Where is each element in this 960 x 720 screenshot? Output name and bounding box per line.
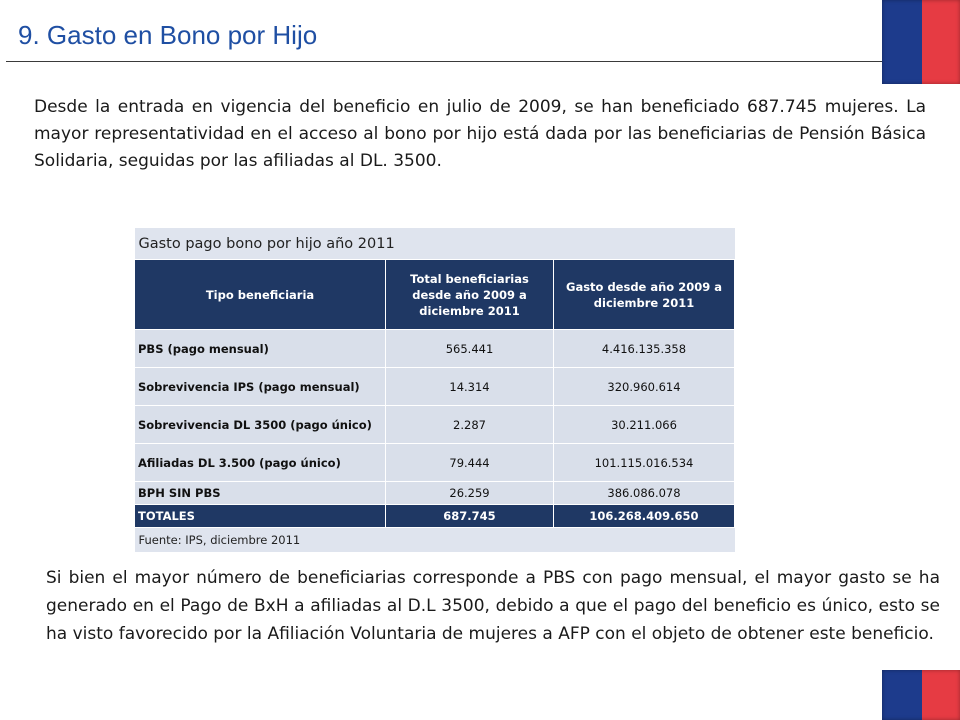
title-divider (6, 61, 892, 62)
cell-tipo: Sobrevivencia IPS (pago mensual) (135, 368, 386, 406)
column-header-tipo: Tipo beneficiaria (135, 260, 386, 330)
benefit-table-container (134, 228, 734, 552)
cell-total-sum: 687.745 (386, 505, 554, 528)
cell-gasto: 101.115.016.534 (554, 444, 735, 482)
benefit-table (134, 228, 735, 552)
table-source: Fuente: IPS, diciembre 2011 (135, 528, 735, 553)
table-row (135, 406, 735, 444)
table-header-row (135, 260, 735, 330)
table-source-row (135, 528, 735, 553)
cell-tipo: Sobrevivencia DL 3500 (pago único) (135, 406, 386, 444)
intro-paragraph: Desde la entrada en vigencia del beneficio en julio de 2009, se han beneficiado 687.745 mujeres. La mayor representatividad en el acceso al bono por hijo está dada por las beneficiarias de Pensión Básica Solidaria, seguidas por las afiliadas al DL. 3500. (34, 97, 926, 171)
cell-gasto: 30.211.066 (554, 406, 735, 444)
cell-total: 2.287 (386, 406, 554, 444)
cell-tipo-total: TOTALES (135, 505, 386, 528)
cell-tipo: PBS (pago mensual) (135, 330, 386, 368)
flag-logo-top (882, 0, 960, 84)
column-header-gasto: Gasto desde año 2009 a diciembre 2011 (554, 260, 735, 330)
conclusion-paragraph: Si bien el mayor número de beneficiarias corresponde a PBS con pago mensual, el mayor gasto se ha generado en el Pago de BxH a afiliadas al D.L 3500, debido a que el pago del beneficio es único, esto se ha visto favorecido por la Afiliación Voluntaria de mujeres a AFP con el objeto de obtener este beneficio. (46, 568, 940, 644)
page-title: 9. Gasto en Bono por Hijo (18, 20, 318, 50)
cell-total: 565.441 (386, 330, 554, 368)
cell-gasto-sum: 106.268.409.650 (554, 505, 735, 528)
cell-total: 14.314 (386, 368, 554, 406)
table-caption-row (135, 228, 735, 260)
flag-logo-bottom (882, 670, 960, 720)
cell-gasto: 386.086.078 (554, 482, 735, 505)
cell-gasto: 4.416.135.358 (554, 330, 735, 368)
table-totals-row (135, 505, 735, 528)
cell-tipo: Afiliadas DL 3.500 (pago único) (135, 444, 386, 482)
table-row (135, 330, 735, 368)
cell-total: 26.259 (386, 482, 554, 505)
column-header-total: Total beneficiarias desde año 2009 a diciembre 2011 (386, 260, 554, 330)
table-caption: Gasto pago bono por hijo año 2011 (135, 228, 735, 260)
table-row (135, 368, 735, 406)
cell-tipo: BPH SIN PBS (135, 482, 386, 505)
cell-total: 79.444 (386, 444, 554, 482)
table-row (135, 444, 735, 482)
table-row (135, 482, 735, 505)
cell-gasto: 320.960.614 (554, 368, 735, 406)
